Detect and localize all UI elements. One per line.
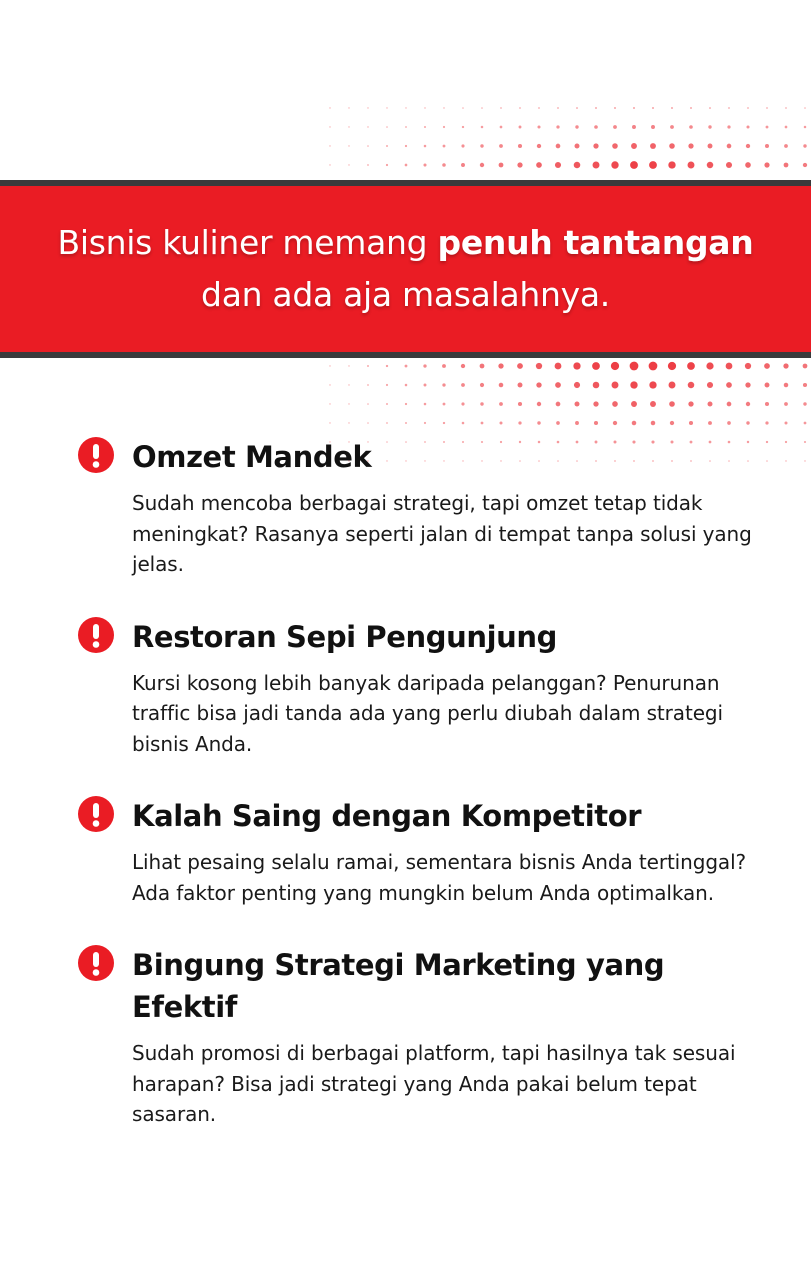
halftone-dot [480,364,485,369]
halftone-dot [785,441,787,443]
halftone-dot [537,402,541,406]
halftone-dot [708,421,712,425]
halftone-dot [594,125,598,129]
halftone-dot [592,362,600,370]
halftone-dot [424,422,426,424]
halftone-dot [348,384,349,385]
halftone-dot [727,125,730,128]
halftone-dot [442,364,446,368]
halftone-dot [689,125,693,129]
halftone-dot [348,164,349,165]
halftone-dot [498,363,503,368]
problem-description: Kursi kosong lebih banyak daripada pelanggan? Penurunan traffic bisa jadi tanda ada yang perlu diubah dalam strategi bisnis Anda. [132,670,723,756]
halftone-dot [367,145,369,147]
halftone-dot [611,161,618,168]
halftone-dot [405,164,408,167]
halftone-dot [329,145,330,146]
halftone-dot [708,402,713,407]
halftone-dot [519,107,521,109]
halftone-dot [348,365,349,366]
halftone-dot [766,126,769,129]
halftone-dot [669,143,675,149]
halftone-dot [764,162,769,167]
halftone-dot [481,126,484,129]
halftone-dot [687,362,695,370]
halftone-dot [594,421,598,425]
halftone-dot [669,401,675,407]
halftone-dot [518,402,522,406]
halftone-dot [499,421,502,424]
halftone-dot [650,143,656,149]
problem-item [78,944,758,1130]
halftone-dot [593,401,598,406]
halftone-dot [348,107,349,108]
halftone-dot [499,163,504,168]
halftone-dot [367,126,368,127]
halftone-dot [462,126,464,128]
halftone-dot [747,107,749,109]
halftone-dot [668,161,675,168]
halftone-dot [668,362,676,370]
halftone-dot [424,384,427,387]
halftone-dot [630,362,639,371]
halftone-dot [803,163,807,167]
halftone-dot [671,107,673,109]
halftone-dot [405,384,408,387]
halftone-dot [500,107,502,109]
halftone-dot [765,402,769,406]
halftone-dot [765,383,770,388]
problem-title: Bingung Strategi Marketing yang Efektif [132,948,665,1024]
halftone-dot [575,125,578,128]
halftone-dot [593,382,600,389]
halftone-dot [557,107,559,109]
halftone-dot [424,107,425,108]
halftone-dot [556,421,560,425]
problem-title: Restoran Sepi Pengunjung [132,619,558,654]
halftone-dot [480,144,483,147]
halftone-dot [348,126,349,127]
halftone-dot [746,144,750,148]
halftone-dot [804,126,807,129]
halftone-dot [766,107,768,109]
halftone-dot [519,126,522,129]
halftone-dot [518,421,521,424]
halftone-dot [386,403,388,405]
halftone-dot [329,164,330,165]
halftone-dot [804,441,806,443]
halftone-dot [727,144,732,149]
halftone-dot [709,107,711,109]
halftone-dot [329,107,330,108]
halftone-dot [804,460,805,461]
halftone-dot [613,421,617,425]
halftone-dot [803,364,808,369]
halftone-dot [746,402,750,406]
halftone-dot [517,162,522,167]
halftone-dot [386,422,388,424]
halftone-dot [630,381,637,388]
halftone-dot [537,125,540,128]
halftone-dot [480,383,484,387]
halftone-dot [386,164,388,166]
halftone-dot [518,144,522,148]
dot-pattern-top [0,100,811,180]
halftone-dot [499,144,503,148]
problem-item [78,795,758,908]
halftone-dot [574,162,581,169]
halftone-dot [556,125,559,128]
halftone-dot [461,383,465,387]
halftone-dot [461,402,464,405]
halftone-dot [367,365,369,367]
halftone-dot [329,365,330,366]
headline-banner [0,180,811,358]
halftone-dot [652,107,654,109]
halftone-dot [706,362,713,369]
problem-item [78,616,758,760]
problem-title: Omzet Mandek [132,440,372,474]
halftone-dot [766,441,768,443]
halftone-dot [405,422,407,424]
halftone-dot [765,421,768,424]
halftone-dot [631,401,637,407]
exclamation-icon [78,617,114,653]
halftone-dot [555,162,561,168]
halftone-dot [536,382,541,387]
halftone-dot [707,382,713,388]
halftone-dot [405,145,407,147]
halftone-dot [651,421,656,426]
halftone-dot [443,403,446,406]
halftone-dot [593,162,600,169]
halftone-dot [574,382,580,388]
halftone-dot [612,382,619,389]
halftone-dot [785,460,786,461]
halftone-dot [386,365,388,367]
halftone-dot [708,144,713,149]
halftone-dot [329,422,330,423]
halftone-dot [405,365,408,368]
halftone-dot [784,163,789,168]
halftone-dot [442,163,446,167]
halftone-dot [576,107,578,109]
halftone-dot [649,381,656,388]
halftone-dot [649,161,657,169]
halftone-dot [689,421,693,425]
halftone-dot [367,384,369,386]
halftone-dot [443,107,444,108]
halftone-dot [424,126,426,128]
halftone-dot [614,107,616,109]
halftone-dot [708,125,711,128]
halftone-dot [766,460,768,462]
halftone-dot [727,421,731,425]
exclamation-icon [78,796,114,832]
headline-emphasis: penuh tantangan [437,223,754,262]
halftone-dot [329,384,330,385]
halftone-dot [348,403,349,404]
halftone-dot [329,126,330,127]
halftone-dot [367,164,369,166]
halftone-dot [443,145,446,148]
halftone-dot [499,383,504,388]
halftone-dot [670,125,674,129]
halftone-dot [405,403,407,405]
halftone-dot [785,107,787,109]
halftone-dot [633,107,635,109]
halftone-dot [443,126,445,128]
halftone-dot [746,125,749,128]
halftone-dot [480,402,483,405]
halftone-dot [611,362,619,370]
halftone-dot [765,144,769,148]
halftone-dot [669,382,676,389]
problem-description: Lihat pesaing selalu ramai, sementara bisnis Anda tertinggal? Ada faktor penting yang mungkin belum Anda optimalkan. [132,850,747,905]
halftone-dot [575,144,580,149]
problem-description: Sudah promosi di berbagai platform, tapi hasilnya tak sesuai harapan? Bisa jadi strategi yang Anda pakai belum tepat sasaran. [132,1041,736,1126]
halftone-dot [784,144,788,148]
halftone-dot [556,144,561,149]
problem-item [78,436,758,580]
halftone-dot [386,384,388,386]
halftone-dot [386,126,388,128]
halftone-dot [573,362,580,369]
halftone-dot [803,383,807,387]
halftone-dot [688,382,695,389]
halftone-dot [536,363,542,369]
halftone-dot [804,422,807,425]
halftone-dot [630,161,638,169]
halftone-dot [442,383,445,386]
halftone-dot [651,125,655,129]
halftone-dot [707,162,714,169]
halftone-dot [423,163,426,166]
halftone-dot [461,364,465,368]
halftone-dot [649,362,658,371]
halftone-dot [784,383,789,388]
halftone-dot [348,145,349,146]
halftone-dot [728,107,730,109]
halftone-dot [537,144,541,148]
halftone-dot [405,107,406,108]
halftone-dot [329,403,330,404]
halftone-dot [804,107,806,109]
problem-description: Sudah mencoba berbagai strategi, tapi omzet tetap tidak meningkat? Rasanya seperti jalan di tempat tanpa solusi yang jelas. [132,491,752,576]
halftone-dot [555,382,561,388]
halftone-dot [424,403,427,406]
halftone-dot [726,162,732,168]
halftone-dot [386,107,387,108]
exclamation-icon [78,945,114,981]
halftone-dot [462,422,465,425]
halftone-dot [726,382,732,388]
halftone-dot [632,125,636,129]
halftone-dot [443,422,445,424]
halftone-dot [726,363,733,370]
halftone-dot [595,107,597,109]
halftone-dot [612,401,618,407]
halftone-dot [461,163,465,167]
halftone-dot [481,107,483,109]
halftone-dot [555,363,562,370]
halftone-dot [461,144,464,147]
halftone-dot [612,143,618,149]
halftone-dot [536,162,542,168]
halftone-dot [367,107,368,108]
halftone-dot [631,143,637,149]
halftone-dot [518,383,523,388]
halftone-dot [500,126,503,129]
halftone-dot [764,363,770,369]
halftone-dot [517,363,523,369]
headline-line-2: dan ada aja masalahnya. [201,275,610,314]
halftone-dot [537,421,540,424]
halftone-dot [784,402,788,406]
halftone-dot [499,402,503,406]
halftone-dot [480,163,484,167]
halftone-dot [632,421,637,426]
halftone-dot [386,145,388,147]
halftone-dot [423,364,426,367]
halftone-dot [462,107,464,109]
headline-line-1: Bisnis kuliner memang penuh tantangan [57,223,754,262]
halftone-dot [593,143,598,148]
halftone-dot [670,421,674,425]
halftone-dot [688,162,695,169]
halftone-dot [688,143,693,148]
halftone-dot [727,402,732,407]
halftone-dot [783,363,788,368]
halftone-dot [745,382,750,387]
halftone-dot [424,145,427,148]
halftone-dot [481,422,484,425]
halftone-dot [367,422,369,424]
halftone-dot [745,363,751,369]
halftone-dot [745,162,751,168]
problem-list [78,436,758,1166]
halftone-dot [650,401,656,407]
halftone-dot [367,403,369,405]
halftone-dot [556,402,561,407]
halftone-dot [688,401,693,406]
halftone-dot [746,421,749,424]
problem-title: Kalah Saing dengan Kompetitor [132,799,642,833]
exclamation-icon [78,437,114,473]
halftone-dot [613,125,617,129]
halftone-dot [785,422,788,425]
halftone-dot [348,422,349,423]
halftone-dot [690,107,692,109]
halftone-dot [785,126,788,129]
halftone-dot [803,402,806,405]
halftone-dot [405,126,407,128]
halftone-dot [803,144,806,147]
halftone-dot [574,401,579,406]
halftone-dot [575,421,579,425]
halftone-dot [538,107,540,109]
